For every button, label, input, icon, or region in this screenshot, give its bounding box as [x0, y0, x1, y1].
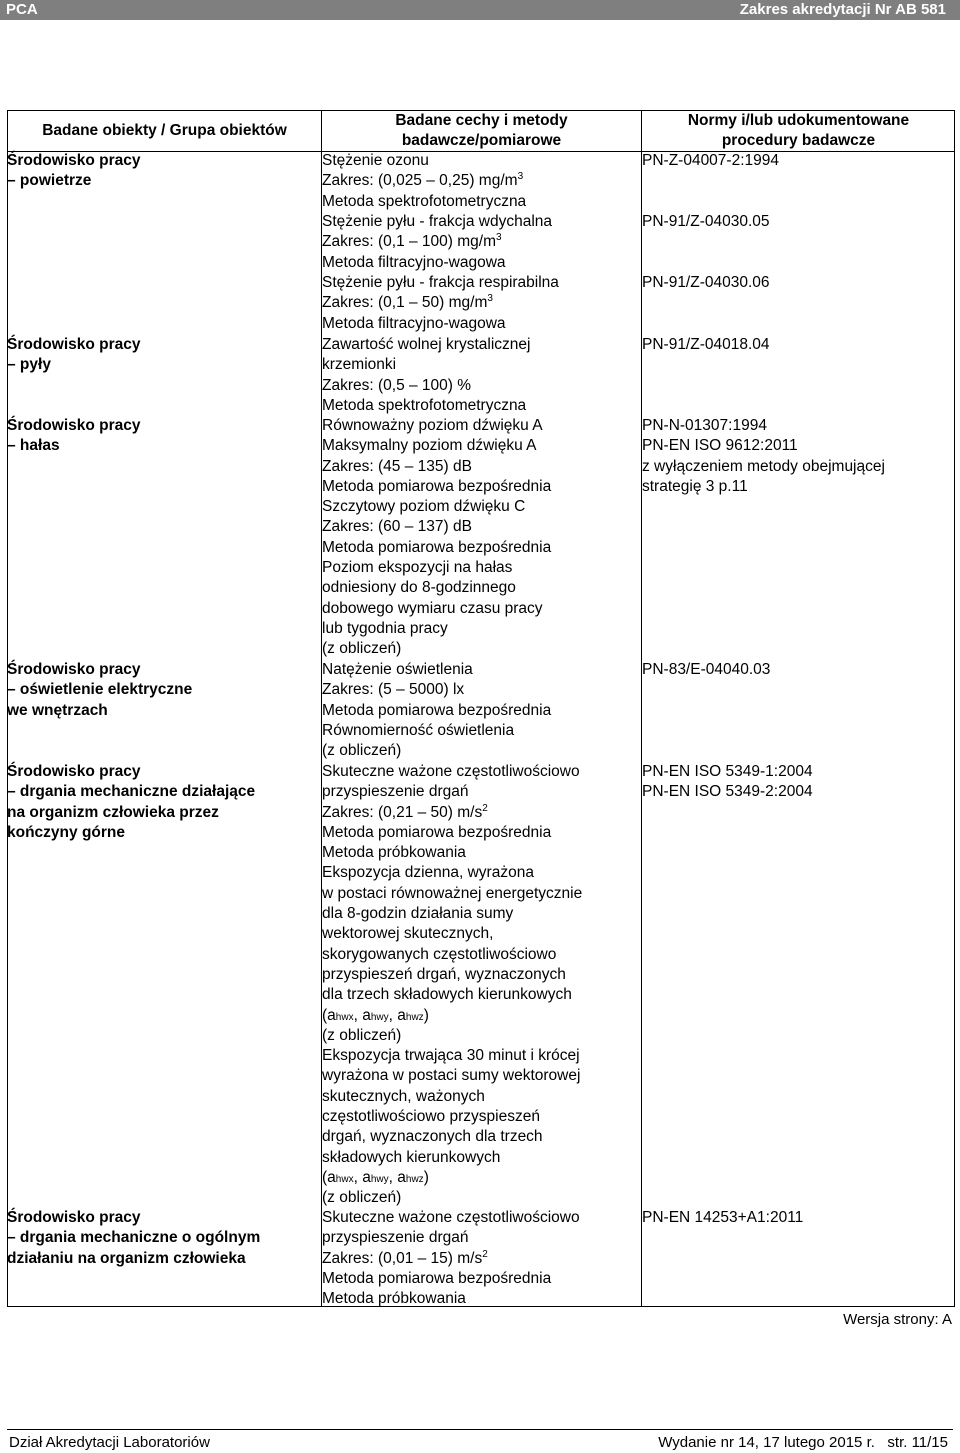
method-ozon: Stężenie ozonu Zakres: (0,025 – 0,25) $mg/m^3$ Metoda spektrofotometryczna [322, 152, 527, 210]
footer-department: Dział Akredytacji Laboratoriów [9, 1434, 210, 1451]
norm-krzemionka: PN-91/Z-04018.04 [642, 336, 770, 353]
col-header-methods: Badane cechy i metody badawcze/pomiarowe [395, 112, 568, 149]
method-drgania-ogolne: Skuteczne ważone częstotliwościowo przyspieszenie drgań Zakres: (0,01 – 15) $m/s^2$ Metoda pomiarowa bezpośrednia Metoda próbkowania [322, 1209, 580, 1308]
norm-halas: PN-N-01307:1994 PN-EN ISO 9612:2011 z wyłączeniem metody obejmującej strategię 3 p.11 [642, 417, 885, 495]
method-krzemionka: Zawartość wolnej krystalicznej krzemionki Zakres: (0,5 – 100) % Metoda spektrofotometryczna [322, 336, 531, 414]
footer-divider [7, 1429, 953, 1430]
norm-ozon: PN-Z-04007-2:1994 [642, 152, 779, 169]
norm-oswietlenie: PN-83/E-04040.03 [642, 661, 771, 678]
object-halas: Środowisko pracy – hałas [7, 417, 141, 455]
col-header-norms: Normy i/lub udokumentowane procedury badawcze [687, 112, 910, 149]
object-powietrze: Środowisko pracy – powietrze [7, 152, 141, 190]
object-drgania-konczyny: Środowisko pracy – drgania mechaniczne działające na organizm człowieka przez kończyny górne [7, 763, 256, 841]
norm-pyl-respirabilna: PN-91/Z-04030.06 [642, 274, 770, 291]
norm-drgania-konczyny: PN-EN ISO 5349-1:2004 PN-EN ISO 5349-2:2004 [642, 763, 813, 801]
method-drgania-konczyny: Skuteczne ważone częstotliwościowo przyspieszenie drgań Zakres: (0,21 – 50) $m/s^2$ Metoda pomiarowa bezpośrednia Metoda próbkowania Ekspozycja dzienna, wyrażona w postaci równoważnej energetycznie dla 8-godzin działania sumy wektorowej skutecznych, skorygowanych częstotliwościowo przyspieszeń drgań, wyznaczonych dla trzech składowych kierunkowych (ahwx, ahwy, ahwz) (z obliczeń) Ekspozycja trwająca 30 minut i krócej wyrażona w postaci sumy wektorowej skutecznych, ważonych częstotliwościowo przyspieszeń drgań, wyznaczonych dla trzech składowych kierunkowych (ahwx, ahwy, ahwz) (z obliczeń) [322, 763, 583, 1207]
object-pyly: Środowisko pracy – pyły [7, 336, 141, 374]
method-pyl-respirabilna: Stężenie pyłu - frakcja respirabilna Zakres: (0,1 – 50) $mg/m^3$ Metoda filtracyjno-wagowa [322, 274, 559, 332]
footer-edition: Wydanie nr 14, 17 lutego 2015 r. str. 11/15 [658, 1434, 948, 1451]
method-oswietlenie: Natężenie oświetlenia Zakres: (5 – 5000) lx Metoda pomiarowa bezpośrednia Równomierność oświetlenia (z obliczeń) [322, 661, 552, 760]
method-halas: Równoważny poziom dźwięku A Maksymalny poziom dźwięku A Zakres: (45 – 135) dB Metoda pomiarowa bezpośrednia Szczytowy poziom dźwięku C Zakres: (60 – 137) dB Metoda pomiarowa bezpośrednia Poziom ekspozycji na hałas odniesiony do 8-godzinnego dobowego wymiaru czasu pracy lub tygodnia pracy (z obliczeń) [322, 417, 552, 658]
header-title: Zakres akredytacji Nr AB 581 [739, 1, 946, 18]
object-drgania-ogolne: Środowisko pracy – drgania mechaniczne o ogólnym działaniu na organizm człowieka [7, 1209, 261, 1267]
norm-drgania-ogolne: PN-EN 14253+A1:2011 [642, 1209, 804, 1226]
col-header-objects: Badane obiekty / Grupa obiektów [42, 122, 287, 139]
object-oswietlenie: Środowisko pracy – oświetlenie elektryczne we wnętrzach [7, 661, 193, 719]
header-bar [0, 0, 960, 20]
method-pyl-wdychalna: Stężenie pyłu - frakcja wdychalna Zakres: (0,1 – 100) $mg/m^3$ Metoda filtracyjno-wagowa [322, 213, 553, 271]
page-version: Wersja strony: A [843, 1311, 952, 1328]
header-org: PCA [6, 1, 38, 18]
norm-pyl-wdychalna: PN-91/Z-04030.05 [642, 213, 770, 230]
